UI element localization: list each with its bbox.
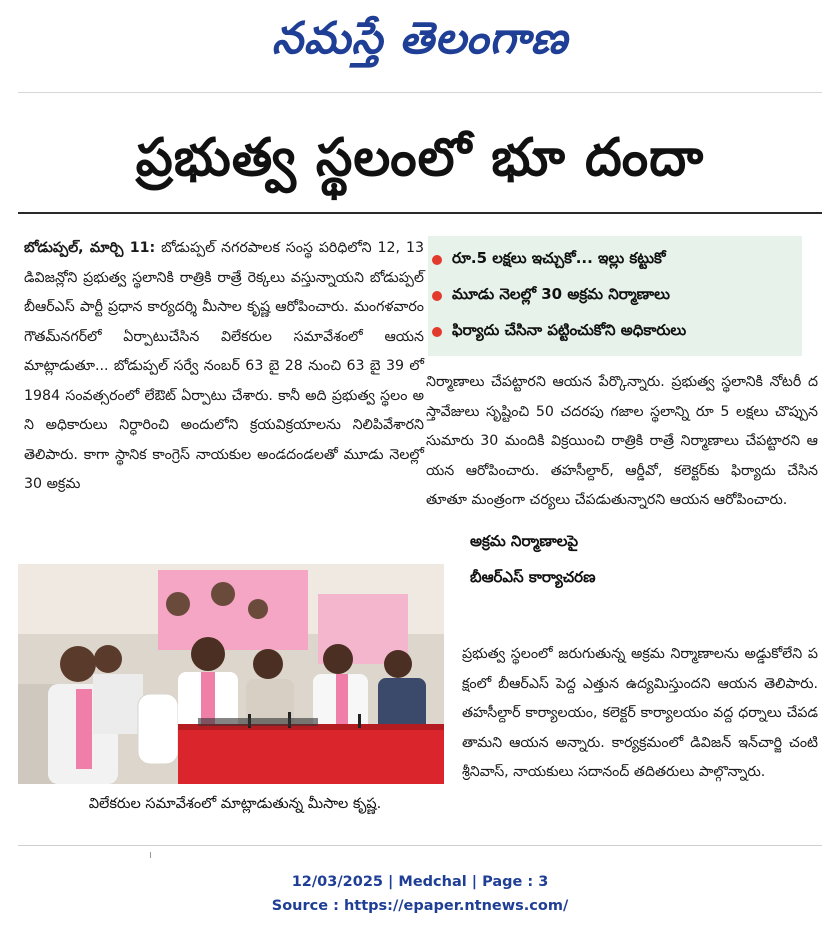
press-meet-photo <box>18 564 444 784</box>
masthead-title: నమస్తే తెలంగాణ <box>271 13 569 64</box>
headline-divider <box>18 212 822 214</box>
subhead-2: బీఆర్ఎస్ కార్యాచరణ <box>470 567 596 586</box>
paragraph-1-text: బోడుప్పల్ నగరపాలక సంస్థ పరిధిలోని 12, 13 డివిజన్లోని ప్రభుత్వ స్థలానికి రాత్రికి రాత్రే రెక్కలు వస్తున్నాయని బోడుప్పల్ బీఆర్ఎస్ పార్టీ ప్రధాన కార్యదర్శి మీసాల కృష్ణ ఆరోపించారు. మంగళవారం గౌతమ్‌నగర్‌లో ఏర్పాటుచేసిన విలేకరుల సమావేశంలో ఆయన మాట్లాడుతూ... బోడుప్పల్ సర్వే నంబర్ 63 బై 28 నుంచి 63 బై 39 లో 1984 సంవత్సరంలో లేఔట్ ఏర్పాటు చేశారు. కానీ అది ప్రభుత్వ స్థలం అని అధికారులు నిర్ధారించి అందులోని క్రయవిక్రయాలను నిలిపివేశారని తెలిపారు. కాగా స్థానిక కాంగ్రెస్ నాయకుల అండదండలతో మూడు నెలల్లో 30 అక్రమ <box>24 240 424 492</box>
photo-caption: విలేకరుల సమావేశంలో మాట్లాడుతున్న మీసాల కృష్ణ. <box>88 796 382 812</box>
top-divider <box>18 92 822 93</box>
article-column-right <box>426 368 818 590</box>
subhead-1: అక్రమ నిర్మాణాలపై <box>470 531 579 550</box>
highlight-text: ఫిర్యాదు చేసినా పట్టించుకోని అధికారులు <box>452 321 687 339</box>
highlight-item <box>430 278 802 314</box>
edition-line: 12/03/2025 | Medchal | Page : 3 <box>291 874 549 890</box>
bullet-icon <box>432 327 442 337</box>
photo-illustration <box>18 564 444 784</box>
article-column-left <box>24 234 424 500</box>
highlight-item <box>430 242 802 278</box>
paragraph-1 <box>24 234 424 500</box>
dateline: బోడుప్పల్, మార్చి 11: <box>24 240 156 256</box>
article-column-right-lower <box>462 640 818 788</box>
bullet-icon <box>432 291 442 301</box>
article-headline: ప్రభుత్వ స్థలంలో భూ దందా <box>135 127 705 188</box>
red-table-cloth <box>178 724 444 784</box>
footer-tick <box>150 852 151 858</box>
highlights-box <box>428 236 802 356</box>
bullet-icon <box>432 255 442 265</box>
footer-divider <box>18 845 822 846</box>
highlight-text: రూ.5 లక్షలు ఇచ్చుకో... ఇల్లు కట్టుకో <box>452 249 666 267</box>
paragraph-2: నిర్మాణాలు చేపట్టారని ఆయన పేర్కొన్నారు. ప్రభుత్వ స్థలానికి నోటరీ దస్తావేజులు సృష్టించి 50 చదరపు గజాల స్థలాన్ని రూ 5 లక్షలు చొప్పున సుమారు 30 మందికి విక్రయించి రాత్రికి రాత్రే నిర్మాణాలు చేపట్టారని ఆయన ఆరోపించారు. తహసీల్దార్, ఆర్డీవో, కలెక్టర్‌కు ఫిర్యాదు చేసిన తూతూ మంత్రంగా చర్యలు చేపడుతున్నారని ఆయన ఆరోపించారు. <box>426 374 818 508</box>
highlight-item <box>430 314 802 350</box>
highlight-text: మూడు నెలల్లో 30 అక్రమ నిర్మాణాలు <box>452 285 670 303</box>
source-link[interactable]: Source : https://epaper.ntnews.com/ <box>271 898 569 914</box>
masthead-logo <box>0 0 840 88</box>
paragraph-3: ప్రభుత్వ స్థలంలో జరుగుతున్న అక్రమ నిర్మాణాలను అడ్డుకోలేని పక్షంలో బీఆర్ఎస్ పెద్ద ఎత్తున ఉద్యమిస్తుందని ఆయన తెలిపారు. తహసీల్దార్ కార్యాలయం, కలెక్టర్ కార్యాలయం వద్ద ధర్నాలు చేపడతామని ఆయన అన్నారు. కార్యక్రమంలో డివిజన్ ఇన్‌చార్జి చంటి శ్రీనివాస్, నాయకులు సదానంద్ తదితరులు పాల్గొన్నారు. <box>462 646 818 780</box>
